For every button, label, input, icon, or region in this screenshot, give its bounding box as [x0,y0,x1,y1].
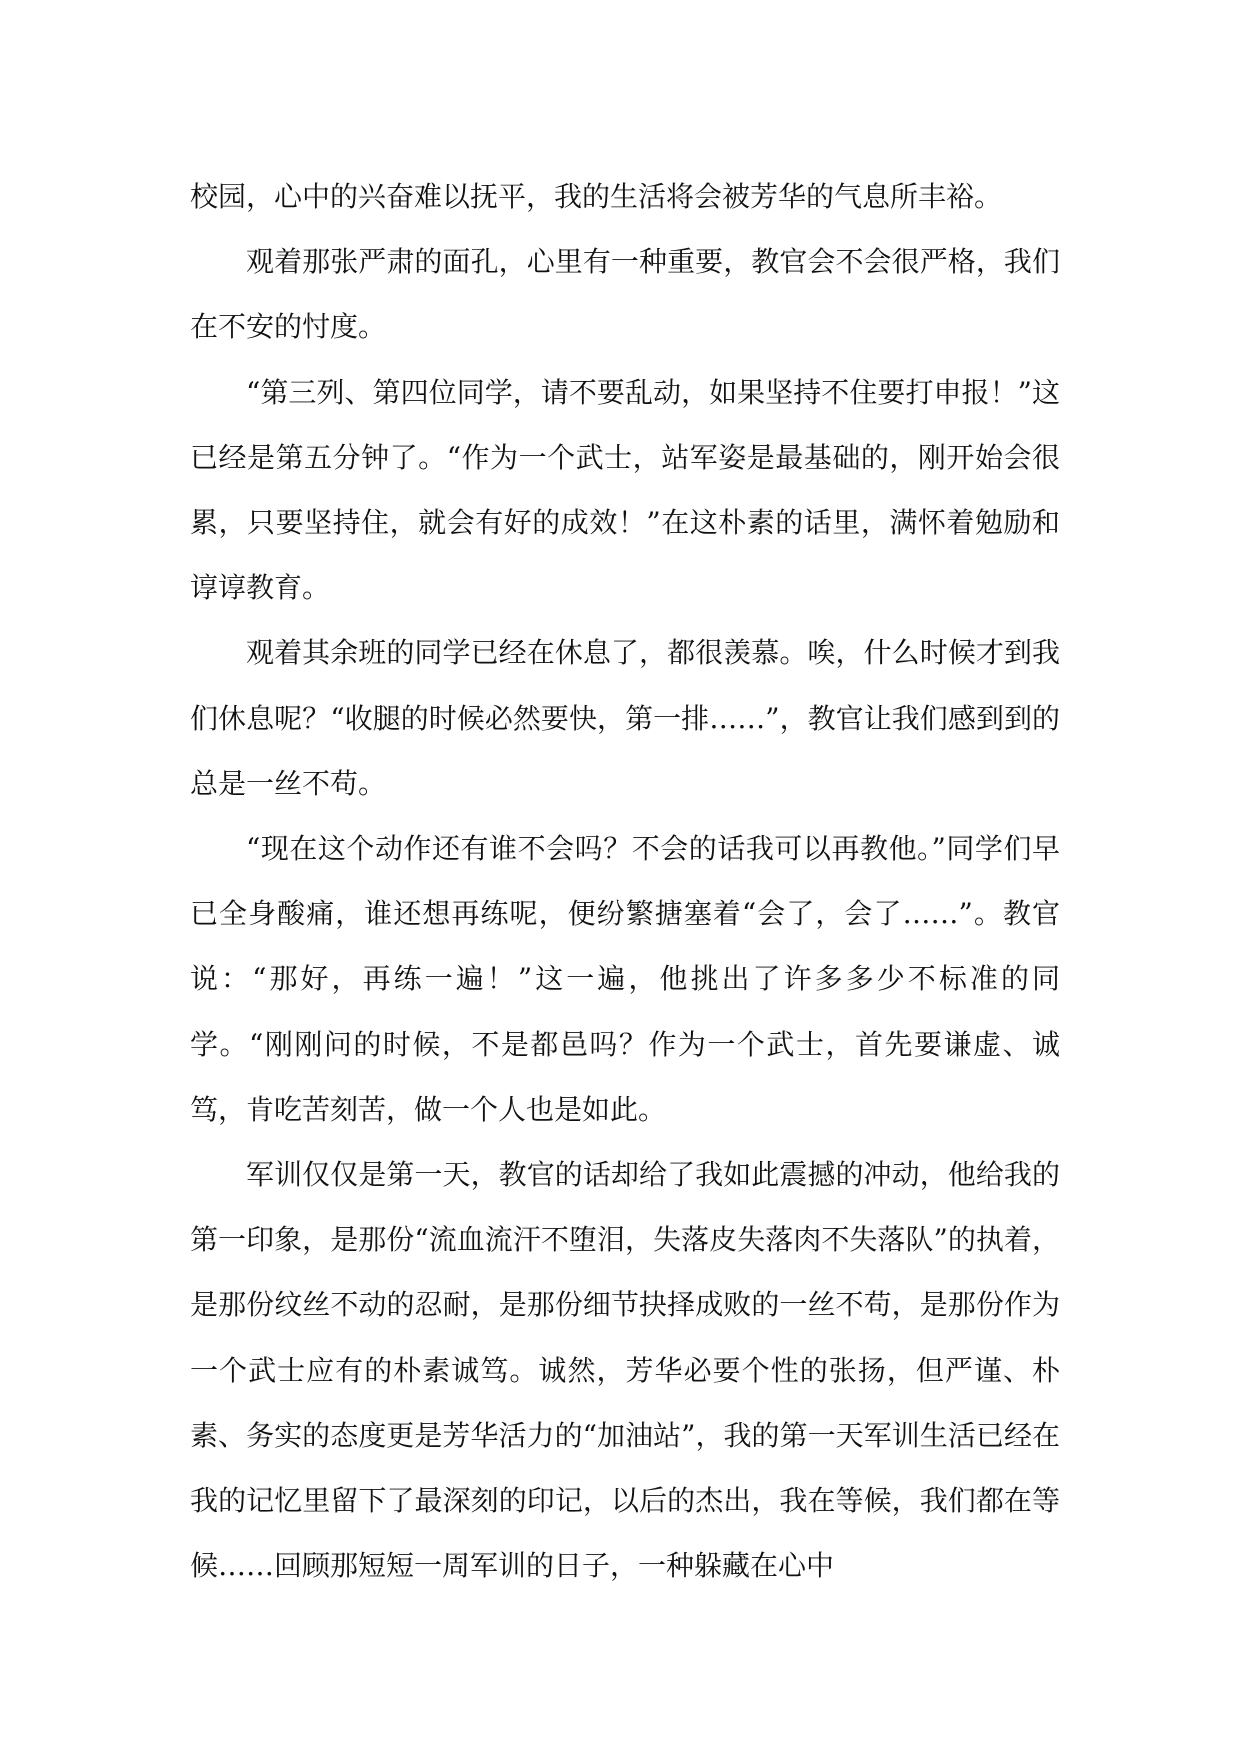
paragraph-3: “第三列、第四位同学，请不要乱动，如果坚持不住要打申报！”这已经是第五分钟了。“作为一个武士，站军姿是最基础的，刚开始会很累，只要坚持住，就会有好的成效！”在这朴素的话里，满怀着勉励和谆谆教育。 [190,375,1060,605]
paragraph-4: 观着其余班的同学已经在休息了，都很羡慕。唉，什么时候才到我们休息呢？“收腿的时候必然要快，第一排……”，教官让我们感到到的总是一丝不苟。 [190,636,1060,800]
paragraph-6: 军训仅仅是第一天，教官的话却给了我如此震撼的冲动，他给我的第一印象，是那份“流血流汗不堕泪，失落皮失落肉不失落队”的执着，是那份纹丝不动的忍耐，是那份细节抉择成败的一丝不苟，是那份作为一个武士应有的朴素诚笃。诚然，芳华必要个性的张扬，但严谨、朴素、务实的态度更是芳华活力的“加油站”，我的第一天军训生活已经在我的记忆里留下了最深刻的印记，以后的杰出，我在等候，我们都在等候……回顾那短短一周军训的日子，一种躲藏在心中 [190,1158,1060,1583]
paragraph-2: 观着那张严肃的面孔，心里有一种重要，教官会不会很严格，我们在不安的忖度。 [190,245,1060,344]
paragraph-5: “现在这个动作还有谁不会吗？不会的话我可以再教他。”同学们早已全身酸痛，谁还想再练呢，便纷繁搪塞着“会了，会了……”。教官说：“那好，再练一遍！”这一遍，他挑出了许多多少不标准的同学。“刚刚问的时候，不是都邑吗？作为一个武士，首先要谦虚、诚笃，肯吃苦刻苦，做一个人也是如此。 [190,832,1060,1126]
paragraph-1: 校园，心中的兴奋难以抚平，我的生活将会被芳华的气息所丰裕。 [190,180,1003,213]
body-text [190,164,1060,1598]
